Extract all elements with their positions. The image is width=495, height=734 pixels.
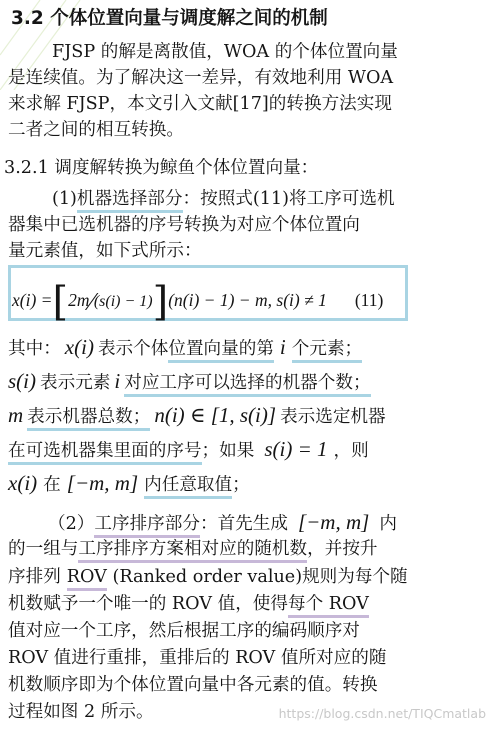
op-line-4: 机数赋予一个唯一的 ROV 值，使得每个 ROV [8,592,369,616]
machine-line-2: 器集中已选机器的序号转换为对应个体位置向 [8,215,360,235]
op-line-6: ROV 值进行重排，重排后的 ROV 值所对应的随 [8,648,387,668]
where-line-3: m 表示机器总数； n(i) ∈ [1, s(i)] 表示选定机器 [8,403,386,429]
paragraph-line: 来求解 FJSP，本文引入文献[17]的转换方法实现 [8,94,392,114]
where-line-5: x(i) 在 [−m, m] 内任意取值； [8,471,250,497]
op-line-1: （2）工序排序部分：首先生成 [−m, m] 内 [48,510,397,536]
section-title: 3.2 个体位置向量与调度解之间的机制 [11,8,328,29]
formula-11: x(i) =[2m∕(s(i) − 1)](n(i) − 1) − m, s(i) ≠ 1 (11) [12,279,384,325]
operation-ordering-heading: 工序排序部分 [94,514,200,538]
equation-number: (11) [354,290,384,310]
subsection-title: 3.2.1 调度解转换为鲸鱼个体位置向量： [4,158,319,178]
machine-selection-heading: 机器选择部分 [77,189,183,213]
where-line-2: s(i) 表示元素 i 对应工序可以选择的机器个数； [8,369,371,395]
paragraph-line: FJSP 的解是离散值，WOA 的个体位置向量 [52,42,398,62]
op-line-8: 过程如图 2 所示。 [8,702,154,722]
watermark: https://blog.csdn.net/TIQCmatlab [278,706,486,721]
op-line-3: 序排列 ROV (Ranked order value)规则为每个随 [8,565,408,589]
op-line-2: 的一组与工序排序方案相对应的随机数，并按升 [8,537,378,561]
machine-line-1: (1)机器选择部分：按照式(11)将工序可选机 [52,187,395,211]
paragraph-line: 二者之间的相互转换。 [8,120,184,140]
where-line-1: 其中： x(i) 表示个体位置向量的第 i 个元素； [8,335,362,361]
where-line-4: 在可选机器集里面的序号；如果 s(i) = 1 ，则 [8,437,369,463]
machine-line-3: 量元素值，如下式所示： [8,241,202,261]
op-line-7: 机数顺序即为个体位置向量中各元素的值。转换 [8,675,378,695]
op-line-5: 值对应一个工序，然后根据工序的编码顺序对 [8,621,360,641]
paragraph-line: 是连续值。为了解决这一差异，有效地利用 WOA [8,68,394,88]
